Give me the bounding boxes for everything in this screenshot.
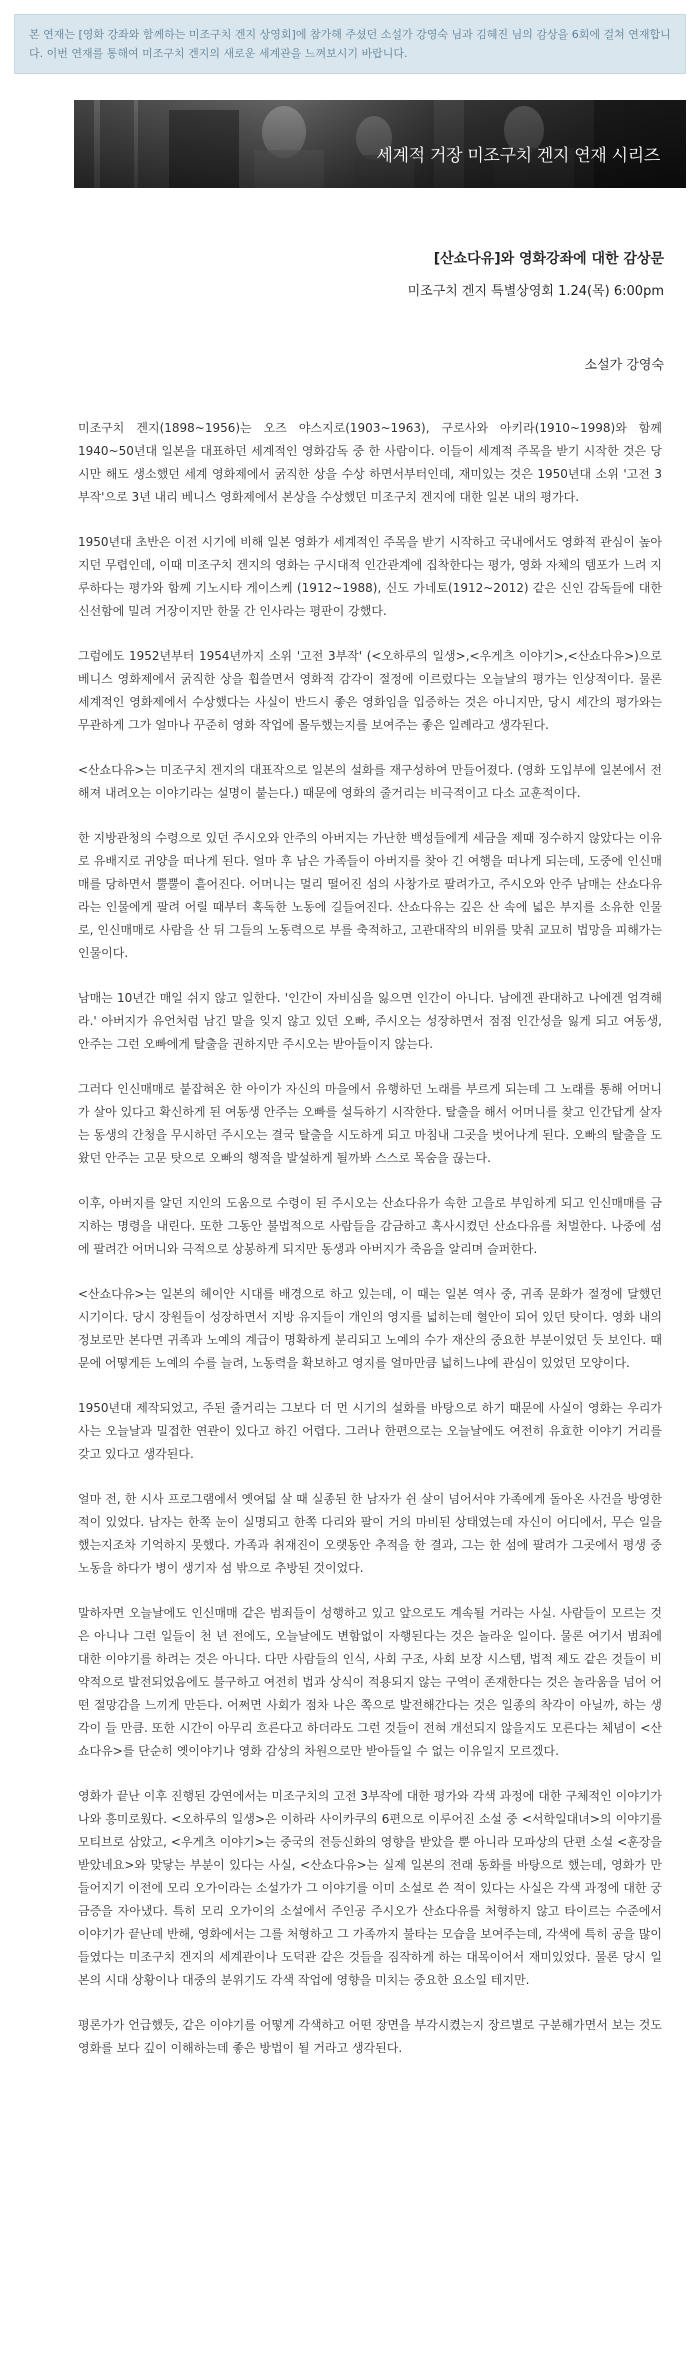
paragraph: 남매는 10년간 매일 쉬지 않고 일한다. '인간이 자비심을 잃으면 인간이 아니다. 남에겐 관대하고 나에겐 엄격해라.' 아버지가 유언처럼 남긴 말을 잊지 않고 있던 오빠, 주시오는 성장하면서 점점 인간성을 잃게 되고 여동생, 안주는 그런 오빠에게 탈출을 권하지만 주시오는 받아들이지 않는다.	[78, 991, 662, 1051]
paragraph: 평론가가 언급했듯, 같은 이야기를 어떻게 각색하고 어떤 장면을 부각시켰는지 장르별로 구분해가면서 보는 것도 영화를 보다 깊이 이해하는데 좋은 방법이 될 거라고 생각된다.	[78, 2018, 662, 2055]
banner-title: 세계적 거장 미조구치 겐지 연재 시리즈	[376, 146, 660, 166]
paragraph: <산쇼다유>는 일본의 헤이안 시대를 배경으로 하고 있는데, 이 때는 일본 역사 중, 귀족 문화가 절정에 달했던 시기이다. 당시 장원들이 성장하면서 지방 유지들이 개인의 영지를 넓히는데 혈안이 되어 있던 탓이다. 영화 내의 정보로만 본다면 귀족과 노예의 계급이 명확하게 분리되고 노예의 수가 재산의 중요한 부분이었던 듯 보인다. 때문에 어떻게든 노예의 수를 늘려, 노동력을 확보하고 영지를 얼마만큼 넓히느냐에 관심이 있었던 모양이다.	[78, 1287, 662, 1370]
paragraph: 말하자면 오늘날에도 인신매매 같은 범죄들이 성행하고 있고 앞으로도 계속될 거라는 사실. 사람들이 모르는 것은 아니나 그런 일들이 천 년 전에도, 오늘날에도 변함없이 자행된다는 것은 놀라운 일이다. 물론 여기서 범죄에 대한 이야기를 하려는 것은 아니다. 다만 사람들의 인식, 사회 구조, 사회 보장 시스템, 법적 제도 같은 것들이 비약적으로 발전되었음에도 불구하고 여전히 법과 상식이 적용되지 않는 구역이 존재한다는 것은 놀라움을 넘어 어떤 절망감을 느끼게 만든다. 어쩌면 사회가 점차 나은 쪽으로 발전해간다는 것은 일종의 착각이 아닐까, 하는 생각이 들 만큼. 또한 시간이 아무리 흐른다고 하더라도 그런 것들이 전혀 개선되지 않을지도 모른다는 체념이 <산쇼다유>를 단순히 옛이야기나 영화 감상의 차원으로만 받아들일 수 없는 이유일지 모르겠다.	[78, 1606, 662, 1758]
screening-info: 미조구치 겐지 특별상영회 1.24(목) 6:00pm	[407, 284, 664, 299]
paragraph: 그럼에도 1952년부터 1954년까지 소위 '고전 3부작' (<오하루의 일생>,<우게츠 이야기>,<산쇼다유>)으로 베니스 영화제에서 굵직한 상을 휩쓸면서 영화적 감각이 절정에 이르렀다는 오늘날의 평가는 인상적이다. 물론 세계적인 영화제에서 수상했다는 사실이 반드시 좋은 영화임을 입증하는 것은 아니지만, 당시 세간의 평가와는 무관하게 그가 얼마나 꾸준히 영화 작업에 몰두했는지를 보여주는 좋은 일례라고 생각된다.	[78, 649, 662, 732]
paragraph: 그러다 인신매매로 붙잡혀온 한 아이가 자신의 마을에서 유행하던 노래를 부르게 되는데 그 노래를 통해 어머니가 살아 있다고 확신하게 된 여동생 안주는 오빠를 설득하기 시작한다. 탈출을 해서 어머니를 찾고 인간답게 살자는 동생의 간청을 무시하던 주시오는 결국 탈출을 시도하게 되고 마침내 그곳을 벗어나게 된다. 오빠의 탈출을 도왔던 안주는 고문 탓으로 오빠의 행적을 발설하게 될까봐 스스로 목숨을 끊는다.	[78, 1082, 662, 1165]
paragraph: 1950년대 초반은 이전 시기에 비해 일본 영화가 세계적인 주목을 받기 시작하고 국내에서도 영화적 관심이 높아지던 무렵인데, 이때 미조구치 겐지의 영화는 구시대적 인간관계에 집착한다는 평가, 영화 자체의 템포가 느려 지루하다는 평가와 함께 기노시타 게이스케 (1912~1988), 신도 가네토(1912~2012) 같은 신인 감독들에 대한 신선함에 밀려 거장이지만 한물 간 인사라는 평판이 강했다.	[78, 535, 662, 618]
paragraph: 얼마 전, 한 시사 프로그램에서 옛여덟 살 때 실종된 한 남자가 쉰 살이 넘어서야 가족에게 돌아온 사건을 방영한 적이 있었다. 남자는 한쪽 눈이 실명되고 한쪽 다리와 팔이 거의 마비된 상태였는데 자신이 어디에서, 무슨 일을 했는지조차 기억하지 못했다. 가족과 취재진이 오랫동안 추적을 한 결과, 그는 한 섬에 팔려가 그곳에서 평생 중노동을 하다가 병이 생기자 섬 밖으로 추방된 것이었다.	[78, 1492, 662, 1575]
paragraph: 1950년대 제작되었고, 주된 줄거리는 그보다 더 먼 시기의 설화를 바탕으로 하기 때문에 사실이 영화는 우리가 사는 오늘날과 밀접한 연관이 있다고 하긴 어렵다. 그러나 한편으로는 오늘날에도 여전히 유효한 이야기 거리를 갖고 있다고 생각된다.	[78, 1401, 662, 1461]
article-body	[78, 417, 662, 2060]
article-title: [산쇼다유]와 영화강좌에 대한 감상문	[433, 251, 664, 267]
paragraph: 한 지방관청의 수령으로 있던 주시오와 안주의 아버지는 가난한 백성들에게 세금을 제때 징수하지 않았다는 이유로 유배지로 귀양을 떠나게 된다. 얼마 후 남은 가족들이 아버지를 찾아 긴 여행을 떠나게 되는데, 도중에 인신매매를 당하면서 뿔뿔이 흩어진다. 어머니는 멀리 떨어진 섬의 사창가로 팔려가고, 주시오와 안주 남매는 산쇼다유라는 인물에게 팔려 어릴 때부터 혹독한 노동에 길들여진다. 산쇼다유는 깊은 산 속에 넓은 부지를 소유한 인물로, 인신매매로 사람을 산 뒤 그들의 노동력으로 부를 축적하고, 고관대작의 비위를 맞춰 교묘히 법망을 피해가는 인물이다.	[78, 831, 662, 960]
paragraph: <산쇼다유>는 미조구치 겐지의 대표작으로 일본의 설화를 재구성하여 만들어졌다. (영화 도입부에 일본에서 전해져 내려오는 이야기라는 설명이 붙는다.) 때문에 영화의 줄거리는 비극적이고 다소 교훈적이다.	[78, 763, 662, 800]
author-byline: 소설가 강영숙	[584, 358, 664, 373]
paragraph: 영화가 끝난 이후 진행된 강연에서는 미조구치의 고전 3부작에 대한 평가와 각색 과정에 대한 구체적인 이야기가 나와 흥미로웠다. <오하루의 일생>은 이하라 사이카쿠의 6편으로 이루어진 소설 중 <서학일대녀>의 이야기를 모티브로 삼았고, <우게츠 이야기>는 중국의 전등신화의 영향을 받았을 뿐 아니라 모파상의 단편 소설 <훈장을 받았네요>와 맞닿는 부분이 있다는 사실, <산쇼다유>는 실제 일본의 전래 동화를 바탕으로 했는데, 영화가 만들어지기 이전에 모리 오가이라는 소설가가 그 이야기를 이미 소설로 쓴 적이 있다는 사실은 각색 과정에 대한 궁금증을 자아냈다. 특히 모리 오가이의 소설에서 주인공 주시오가 산쇼다유를 처형하지 않고 타이르는 수준에서 이야기가 끝난데 반해, 영화에서는 그를 처형하고 그 가족까지 불타는 모습을 보여주는데, 각색에 특히 공을 많이 들였다는 미조구치 겐지의 세계관이나 도덕관 같은 것들을 짐작하게 하는 대목이어서 재미있었다. 물론 당시 일본의 시대 상황이나 대중의 분위기도 각색 작업에 영향을 미치는 중요한 요소일 테지만.	[78, 1789, 662, 1987]
paragraph: 이후, 아버지를 알던 지인의 도움으로 수령이 된 주시오는 산쇼다유가 속한 고을로 부임하게 되고 인신매매를 금지하는 명령을 내린다. 또한 그동안 불법적으로 사람들을 감금하고 혹사시켰던 산쇼다유를 처벌한다. 나중에 섬에 팔려간 어머니와 극적으로 상봉하게 되지만 동생과 아버지가 죽음을 알리며 슬퍼한다.	[78, 1196, 662, 1256]
article-header	[0, 248, 664, 302]
series-notice: 본 연재는 [영화 강좌와 함께하는 미조구치 겐지 상영회]에 참가해 주셨던 소설가 강영숙 님과 김혜진 님의 감상을 6회에 걸쳐 연재합니다. 이번 연재를 통해여 미조구치 겐지의 새로운 세계관을 느껴보시기 바랍니다.	[14, 14, 686, 74]
paragraph: 미조구치 겐지(1898~1956)는 오즈 야스지로(1903~1963), 구로사와 아키라(1910~1998)와 함께 1940~50년대 일본을 대표하던 세계적인 영화감독 중 한 사람이다. 이들이 세계적 주목을 받기 시작한 것은 당시만 해도 생소했던 세계 영화제에서 굵직한 상을 수상 하면서부터인데, 재미있는 것은 1950년대 소위 '고전 3부작'으로 3년 내리 베니스 영화제에서 본상을 수상했던 미조구치 겐지에 대한 일본 내의 평가다.	[78, 421, 662, 504]
series-banner	[74, 100, 686, 188]
